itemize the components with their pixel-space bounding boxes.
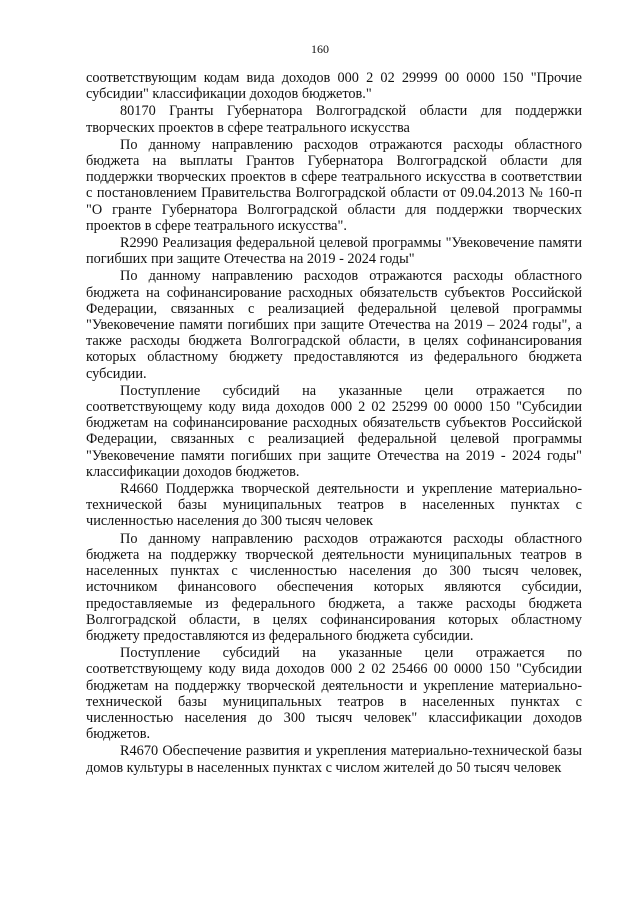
- paragraph-r2990-description: По данному направлению расходов отражаются расходы областного бюджета на софинансирование расходных обязательств субъектов Российской Федерации, связанных с реализацией федеральной целевой программы "Увековечение памяти погибших при защите Отечества на 2019 – 2024 годы", а также расходы бюджета Волгоградской области, в целях софинансирования которых областному бюджету предоставляются из федерального бюджета субсидии.: [86, 268, 582, 382]
- page-number: 160: [311, 42, 329, 56]
- paragraph-income-code-continuation: соответствующим кодам вида доходов 000 2 02 29999 00 0000 150 "Прочие субсидии" классификации доходов бюджетов.": [86, 70, 582, 103]
- paragraph-r2990-income: Поступление субсидий на указанные цели отражается по соответствующему коду вида доходов 000 2 02 25299 00 0000 150 "Субсидии бюджетам на софинансирование расходных обязательств субъектов Российской Федерации, связанных с реализацией федеральной целевой программы "Увековечение памяти погибших при защите Отечества на 2019 - 2024 годы" классификации доходов бюджетов.: [86, 382, 582, 480]
- heading-r4670-culture-houses: R4670 Обеспечение развития и укрепления материально-технической базы домов культуры в населенных пунктах с числом жителей до 50 тысяч человек: [86, 743, 582, 776]
- document-body: [86, 70, 582, 776]
- heading-80170-grants: 80170 Гранты Губернатора Волгоградской области для поддержки творческих проектов в сфере театрального искусства: [86, 103, 582, 136]
- paragraph-r4660-description: По данному направлению расходов отражаются расходы областного бюджета на поддержку творческой деятельности муниципальных театров в населенных пунктах с численностью населения до 300 тысяч человек, источником финансового обеспечения которых являются субсидии, предоставляемые из федерального бюджета, а также расходы бюджета Волгоградской области, в целях софинансирования которых областному бюджету предоставляются из федерального бюджета субсидии.: [86, 530, 582, 644]
- heading-r4660-theatres: R4660 Поддержка творческой деятельности и укрепление материально-технической базы муниципальных театров в населенных пунктах с численностью населения до 300 тысяч человек: [86, 481, 582, 530]
- paragraph-r4660-income: Поступление субсидий на указанные цели отражается по соответствующему коду вида доходов 000 2 02 25466 00 0000 150 "Субсидии бюджетам на поддержку творческой деятельности и укрепление материально-технической базы муниципальных театров в населенных пунктах с численностью населения до 300 тысяч человек" классификации доходов бюджетов.: [86, 645, 582, 743]
- paragraph-80170-description: По данному направлению расходов отражаются расходы областного бюджета на выплаты Грантов Губернатора Волгоградской области для поддержки творческих проектов в сфере театрального искусства в соответствии с постановлением Правительства Волгоградской области от 09.04.2013 № 160-п "О гранте Губернатора Волгоградской области для поддержки творческих проектов в сфере театрального искусства".: [86, 136, 582, 234]
- heading-r2990-program: R2990 Реализация федеральной целевой программы "Увековечение памяти погибших при защите Отечества на 2019 - 2024 годы": [86, 235, 582, 268]
